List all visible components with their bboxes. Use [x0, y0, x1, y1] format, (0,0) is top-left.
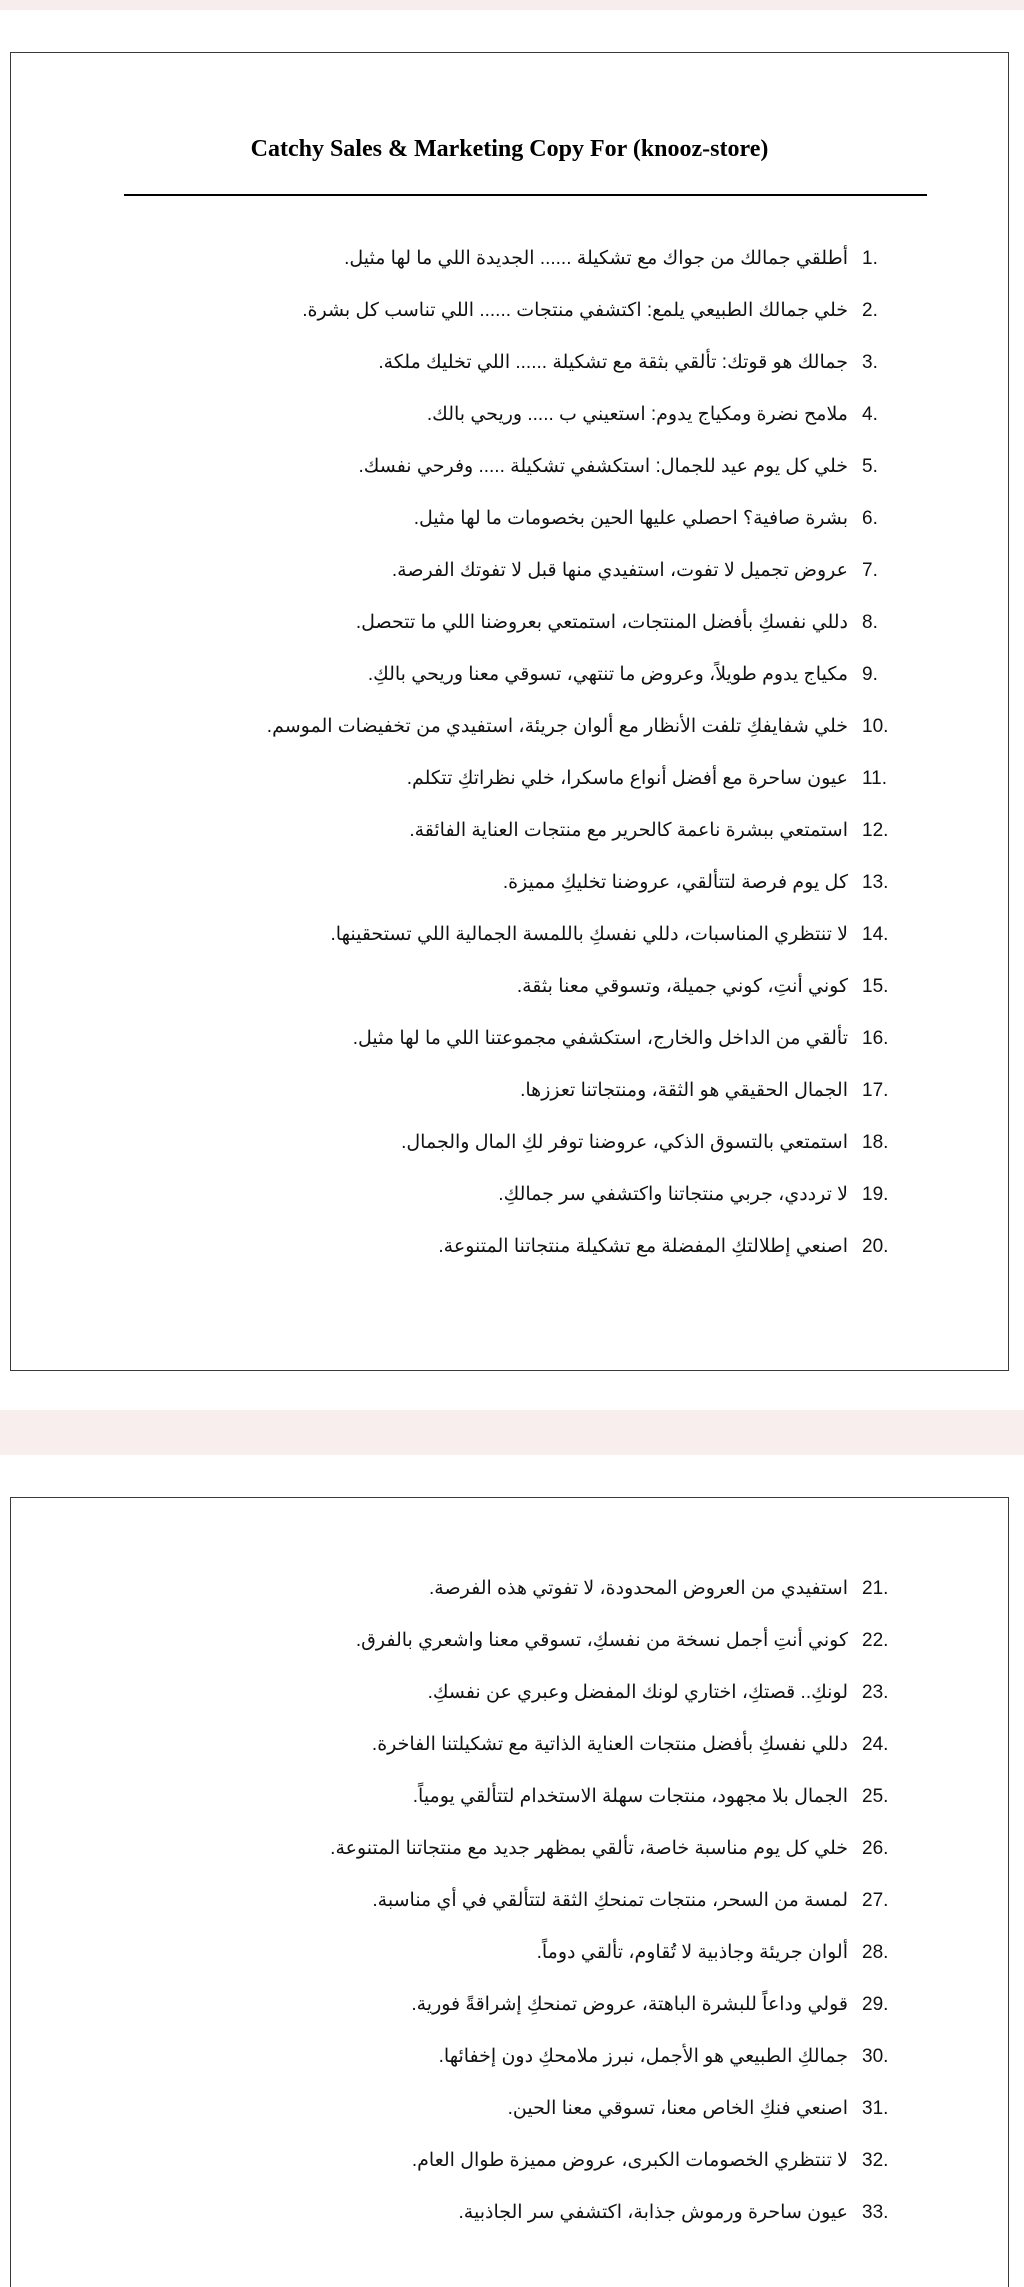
copy-list-item	[267, 612, 898, 664]
item-number: 4.	[862, 404, 878, 425]
page-gap	[0, 1410, 1024, 1455]
copy-list-item	[267, 248, 898, 300]
copy-list-item	[267, 768, 898, 820]
top-page-gap	[0, 0, 1024, 10]
item-text: خلي كل يوم عيد للجمال: استكشفي تشكيلة ..... وفرحي نفسك.	[358, 456, 848, 477]
item-number: 18.	[862, 1132, 889, 1153]
item-text: استمتعي بالتسوق الذكي، عروضنا توفر لكِ المال والجمال.	[401, 1132, 848, 1153]
item-text: عروض تجميل لا تفوت، استفيدي منها قبل لا تفوتك الفرصة.	[391, 560, 848, 581]
item-number: 23.	[862, 1682, 889, 1703]
item-text: خلي كل يوم مناسبة خاصة، تألقي بمظهر جديد مع منتجاتنا المتنوعة.	[330, 1838, 848, 1859]
item-number: 28.	[862, 1942, 889, 1963]
item-number: 10.	[862, 716, 889, 737]
item-number: 11.	[862, 768, 888, 789]
item-number: 30.	[862, 2046, 889, 2067]
item-text: ألوان جريئة وجاذبية لا تُقاوم، تألقي دوماً.	[536, 1942, 848, 1963]
document-title: Catchy Sales & Marketing Copy For (knooz-store)	[250, 136, 769, 162]
copy-list-page-1	[267, 248, 898, 1288]
item-text: استمتعي ببشرة ناعمة كالحرير مع منتجات العناية الفائقة.	[409, 820, 848, 841]
item-text: كوني أنتِ أجمل نسخة من نفسكِ، تسوقي معنا واشعري بالفرق.	[355, 1630, 848, 1651]
copy-list-item	[330, 1786, 898, 1838]
item-text: دللي نفسكِ بأفضل منتجات العناية الذاتية مع تشكيلتنا الفاخرة.	[371, 1734, 848, 1755]
document-page-1	[10, 52, 1009, 1371]
copy-list-item	[330, 1890, 898, 1942]
item-text: تألقي من الداخل والخارج، استكشفي مجموعتنا اللي ما لها مثيل.	[352, 1028, 848, 1049]
copy-list-page-2	[330, 1578, 898, 2254]
item-number: 6.	[862, 508, 878, 529]
item-number: 2.	[862, 300, 878, 321]
copy-list-item	[330, 2046, 898, 2098]
item-number: 19.	[862, 1184, 889, 1205]
item-text: لا ترددي، جربي منتجاتنا واكتشفي سر جمالكِ.	[498, 1184, 848, 1205]
copy-list-item	[267, 976, 898, 1028]
item-text: قولي وداعاً للبشرة الباهتة، عروض تمنحكِ إشراقةً فورية.	[411, 1994, 848, 2015]
item-number: 20.	[862, 1236, 889, 1257]
copy-list-item	[330, 2150, 898, 2202]
item-text: بشرة صافية؟ احصلي عليها الحين بخصومات ما لها مثيل.	[413, 508, 848, 529]
item-number: 17.	[862, 1080, 889, 1101]
item-text: مكياج يدوم طويلاً، وعروض ما تنتهي، تسوقي معنا وريحي بالكِ.	[367, 664, 848, 685]
item-text: كوني أنتِ، كوني جميلة، وتسوقي معنا بثقة.	[516, 976, 848, 997]
copy-list-item	[267, 300, 898, 352]
item-text: الجمال بلا مجهود، منتجات سهلة الاستخدام لتتألقي يومياً.	[412, 1786, 848, 1807]
copy-list-item	[267, 1132, 898, 1184]
item-text: أطلقي جمالك من جواك مع تشكيلة ...... الجديدة اللي ما لها مثيل.	[344, 248, 848, 269]
item-text: عيون ساحرة مع أفضل أنواع ماسكرا، خلي نظراتكِ تتكلم.	[406, 768, 848, 789]
item-text: لمسة من السحر، منتجات تمنحكِ الثقة لتتألقي في أي مناسبة.	[372, 1890, 848, 1911]
copy-list-item	[330, 1578, 898, 1630]
copy-list-item	[267, 352, 898, 404]
item-number: 5.	[862, 456, 878, 477]
item-number: 29.	[862, 1994, 889, 2015]
item-text: اصنعي إطلالتكِ المفضلة مع تشكيلة منتجاتنا المتنوعة.	[438, 1236, 848, 1257]
item-number: 14.	[862, 924, 889, 945]
copy-list-item	[267, 716, 898, 768]
copy-list-item	[267, 508, 898, 560]
item-number: 1.	[862, 248, 878, 269]
copy-list-item	[330, 2098, 898, 2150]
document-page-2	[10, 1497, 1009, 2287]
item-number: 32.	[862, 2150, 889, 2171]
item-number: 16.	[862, 1028, 889, 1049]
copy-list-item	[330, 2202, 898, 2254]
copy-list-item	[267, 664, 898, 716]
copy-list-item	[267, 1184, 898, 1236]
copy-list-item	[267, 456, 898, 508]
item-text: خلي جمالك الطبيعي يلمع: اكتشفي منتجات ...... اللي تناسب كل بشرة.	[302, 300, 848, 321]
item-text: عيون ساحرة ورموش جذابة، اكتشفي سر الجاذبية.	[458, 2202, 848, 2223]
item-number: 15.	[862, 976, 889, 997]
item-number: 24.	[862, 1734, 889, 1755]
item-number: 25.	[862, 1786, 889, 1807]
item-number: 22.	[862, 1630, 889, 1651]
item-number: 12.	[862, 820, 889, 841]
copy-list-item	[330, 1630, 898, 1682]
copy-list-item	[330, 1942, 898, 1994]
copy-list-item	[267, 872, 898, 924]
item-text: خلي شفايفكِ تلفت الأنظار مع ألوان جريئة، استفيدي من تخفيضات الموسم.	[266, 716, 848, 737]
copy-list-item	[267, 1236, 898, 1288]
copy-list-item	[267, 820, 898, 872]
copy-list-item	[267, 1028, 898, 1080]
copy-list-item	[267, 1080, 898, 1132]
copy-list-item	[330, 1682, 898, 1734]
item-number: 26.	[862, 1838, 889, 1859]
copy-list-item	[330, 1838, 898, 1890]
copy-list-item	[330, 1994, 898, 2046]
item-number: 31.	[862, 2098, 889, 2119]
item-text: الجمال الحقيقي هو الثقة، ومنتجاتنا تعززها.	[520, 1080, 848, 1101]
copy-list-item	[267, 924, 898, 976]
item-number: 7.	[862, 560, 878, 581]
item-number: 33.	[862, 2202, 889, 2223]
title-divider	[124, 194, 927, 196]
item-number: 8.	[862, 612, 878, 633]
item-text: جمالكِ الطبيعي هو الأجمل، نبرز ملامحكِ دون إخفائها.	[438, 2046, 848, 2067]
item-text: جمالك هو قوتك: تألقي بثقة مع تشكيلة ...... اللي تخليك ملكة.	[378, 352, 848, 373]
item-number: 9.	[862, 664, 878, 685]
copy-list-item	[267, 560, 898, 612]
item-number: 21.	[862, 1578, 889, 1599]
item-number: 13.	[862, 872, 889, 893]
copy-list-item	[267, 404, 898, 456]
item-text: ملامح نضرة ومكياج يدوم: استعيني ب ..... وريحي بالك.	[426, 404, 848, 425]
item-text: استفيدي من العروض المحدودة، لا تفوتي هذه الفرصة.	[429, 1578, 848, 1599]
item-text: اصنعي فنكِ الخاص معنا، تسوقي معنا الحين.	[507, 2098, 848, 2119]
item-text: لونكِ.. قصتكِ، اختاري لونك المفضل وعبري عن نفسكِ.	[427, 1682, 848, 1703]
item-number: 27.	[862, 1890, 889, 1911]
item-number: 3.	[862, 352, 878, 373]
item-text: كل يوم فرصة لتتألقي، عروضنا تخليكِ مميزة.	[502, 872, 848, 893]
item-text: لا تنتظري المناسبات، دللي نفسكِ باللمسة الجمالية اللي تستحقينها.	[330, 924, 848, 945]
item-text: دللي نفسكِ بأفضل المنتجات، استمتعي بعروضنا اللي ما تتحصل.	[355, 612, 848, 633]
copy-list-item	[330, 1734, 898, 1786]
item-text: لا تنتظري الخصومات الكبرى، عروض مميزة طوال العام.	[411, 2150, 848, 2171]
